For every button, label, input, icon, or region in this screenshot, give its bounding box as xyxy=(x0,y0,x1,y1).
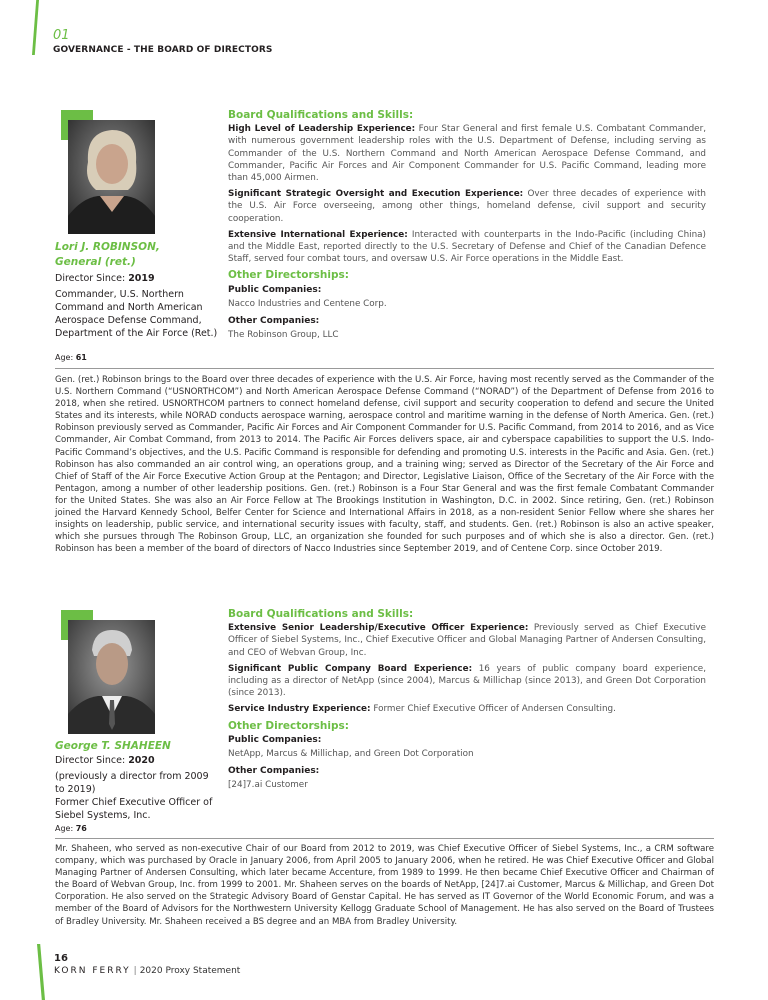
public-companies-label: Public Companies: xyxy=(228,734,322,745)
footer-brand xyxy=(54,966,240,976)
director-title: General (ret.) xyxy=(55,256,136,268)
director-since: Director Since: 2020 xyxy=(55,755,155,766)
public-companies-label: Public Companies: xyxy=(228,284,322,295)
brand-logo-text: KORN FERRY xyxy=(54,966,131,976)
qualifications-heading: Board Qualifications and Skills: xyxy=(228,109,414,121)
other-directorships-heading: Other Directorships: xyxy=(228,269,349,282)
qualification-item: High Level of Leadership Experience: Four Star General and first female U.S. Combatant Commander, with numerous government leadership roles with the U.S. Department of Defense, including serving as Commander of the U.S. Northern Command and North American Aerospace Defense Command, and Commander, Pacific Air Forces and Air Component Commander for U.S. Pacific Command, leading more than 45,000 Airmen. xyxy=(228,124,706,184)
section-title: GOVERNANCE - THE BOARD OF DIRECTORS xyxy=(53,45,273,55)
qualification-item: Service Industry Experience: Former Chief Executive Officer of Andersen Consulting. xyxy=(228,704,616,715)
divider xyxy=(55,368,714,369)
other-companies: [24]7.ai Customer xyxy=(228,780,308,791)
other-directorships-heading: Other Directorships: xyxy=(228,719,349,732)
page-number: 16 xyxy=(54,953,68,964)
director-age: Age: 76 xyxy=(55,824,87,833)
director-photo-robinson xyxy=(55,110,155,235)
director-age: Age: 61 xyxy=(55,353,87,362)
accent-stripe-top xyxy=(32,0,39,55)
qualification-item: Significant Strategic Oversight and Execution Experience: Over three decades of experience with the U.S. Air Force overseeing, among other things, homeland defense, civil support and security cooperation. xyxy=(228,189,706,224)
qualifications-heading: Board Qualifications and Skills: xyxy=(228,608,414,620)
qualification-item: Extensive Senior Leadership/Executive Officer Experience: Previously served as Chief Executive Officer of Siebel Systems, Inc., Chief Executive Officer and Global Managing Partner of Andersen Consulting, and CEO of Webvan Group, Inc. xyxy=(228,623,706,658)
other-companies: The Robinson Group, LLC xyxy=(228,330,339,341)
director-photo-shaheen xyxy=(55,610,155,736)
director-role: Former Chief Executive Officer of Siebel Systems, Inc. xyxy=(55,797,213,821)
section-number: 01 xyxy=(53,28,70,43)
other-companies-label: Other Companies: xyxy=(228,766,320,777)
director-bio-robinson: Gen. (ret.) Robinson brings to the Board over three decades of experience with the U.S. Air Force, having most recently served as the Commander of the U.S. Northern Command (“USNORTHCOM”) and North American Aerospace Defense Command (“NORAD”) of the Department of Defense from 2016 to 2018, when she retired. USNORTHCOM partners to connect homeland defense, civil support and security cooperation to defend and secure the United States and its interests, while NORAD conducts aerospace warning, aerospace control and maritime warning in the defense of North America. Gen. (ret.) Robinson previously served as Commander, Pacific Air Forces and Air Component Commander for U.S. Pacific Command, from 2014 to 2016, and as Vice Commander, Air Combat Command, from 2013 to 2014. The Pacific Air Forces delivers space, air and cyberspace capabilities to support the U.S. Indo-Pacific Command’s objectives, and the U.S. Pacific Command is responsible for defending and promoting U.S. interests in the Pacific and Asia. Gen. (ret.) Robinson has also commanded an air control wing, an operations group, and a training wing; served as Director of the Secretary of the Air Force and Chief of Staff of the Air Force Executive Action Group at the Pentagon; and Director, Legislative Liaison, Office of the Secretary of the Air Force with the Pentagon, among a number of other leadership positions. Gen. (ret.) Robinson is a Four Star General and was the first female Combatant Commander for the United States. She was also an Air Force Fellow at The Brookings Institution in Washington, D.C. in 2002. Since retiring, Gen. (ret.) Robinson joined the Harvard Kennedy School, Belfer Center for Science and International Affairs in 2018, as a non-resident Senior Fellow where she shares her insights on leadership, public service, and international security issues with faculty, staff, and students. Gen. (ret.) Robinson is also an active speaker, which she pursues through The Robinson Group, LLC, an organization she founded for such purposes and of which she is also a director. Gen. (ret.) Robinson has been a member of the board of directors of Nacco Industries since September 2019, and of Centene Corp. since October 2019. xyxy=(55,375,714,555)
director-since: Director Since: 2019 xyxy=(55,273,155,284)
document-title: 2020 Proxy Statement xyxy=(139,966,241,976)
director-name: Lori J. ROBINSON, xyxy=(55,241,160,253)
footer-separator: | xyxy=(133,966,137,976)
accent-stripe-bottom xyxy=(37,944,45,1000)
qualification-item: Extensive International Experience: Interacted with counterparts in the Indo-Pacific (including China) and the Middle East, reported directly to the U.S. Secretary of Defense and Chief of the Canadian Defence Staff, served four combat tours, and oversaw U.S. Air Force operations in the Middle East. xyxy=(228,229,706,265)
director-role: Commander, U.S. Northern Command and North American Aerospace Defense Command, Department of the Air Force (Ret.) xyxy=(55,289,218,339)
divider xyxy=(55,838,714,839)
qualifications-shaheen xyxy=(228,608,706,797)
director-bio-shaheen: Mr. Shaheen, who served as non-executive Chair of our Board from 2012 to 2019, was Chief Executive Officer of Siebel Systems, Inc., a CRM software company, which was purchased by Oracle in January 2006, from April 2005 to January 2006, when he retired. He was Chief Executive Officer and Global Managing Partner of Andersen Consulting, which later became Accenture, from 1989 to 1999. He then became Chief Executive Officer and Chairman of the Board of Webvan Group, Inc. from 1999 to 2001. Mr. Shaheen serves on the boards of NetApp, [24]7.ai Customer, Marcus & Millichap, and Green Dot Corporation. He also served on the Strategic Advisory Board of Genstar Capital. He has served as IT Governor of the World Economic Forum, and was a member of the Board of Advisors for the Northwestern University Kellogg Graduate School of Management. He has also served on the Board of Trustees of Bradley University. Mr. Shaheen received a BS degree and an MBA from Bradley University. xyxy=(55,844,714,927)
other-companies-label: Other Companies: xyxy=(228,316,320,327)
qualification-item: Significant Public Company Board Experience: 16 years of public company board experience, including as a director of NetApp (since 2004), Marcus & Millichap (since 2013), and Green Dot Corporation (since 2013). xyxy=(228,663,706,699)
public-companies: NetApp, Marcus & Millichap, and Green Dot Corporation xyxy=(228,749,474,760)
public-companies: Nacco Industries and Centene Corp. xyxy=(228,298,387,309)
director-previous: (previously a director from 2009 to 2019) xyxy=(55,771,209,795)
director-name: George T. SHAHEEN xyxy=(55,740,171,752)
qualifications-robinson xyxy=(228,109,706,346)
